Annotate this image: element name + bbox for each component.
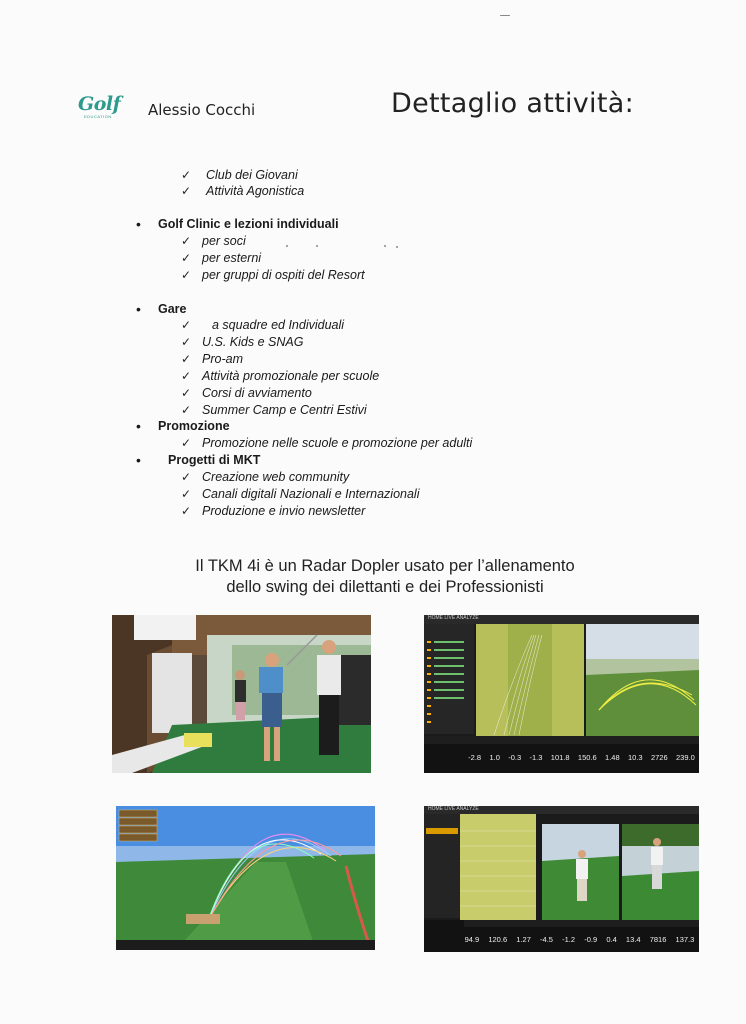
scan-speck [316, 245, 318, 247]
check-icon: ✓ [181, 335, 192, 349]
radar-value: 2726 [650, 753, 668, 762]
check-icon: ✓ [181, 403, 192, 417]
radar-value: 150.6 [577, 753, 597, 762]
section-heading: Progetti di MKT [168, 453, 261, 467]
list-item: Promozione nelle scuole e promozione per adulti [202, 436, 473, 450]
radar-value: 0.4 [606, 935, 617, 944]
scan-speck [500, 15, 510, 16]
radar-screen-1 [424, 615, 699, 773]
section-heading: Gare [158, 302, 187, 316]
list-item: Attività Agonistica [206, 184, 305, 198]
check-icon: ✓ [181, 251, 192, 265]
radar-value: 13.4 [625, 935, 641, 944]
check-icon: ✓ [181, 234, 192, 248]
radar-values-row [460, 935, 699, 944]
check-icon: ✓ [181, 352, 192, 366]
list-item: Club dei Giovani [206, 168, 298, 182]
check-icon: ✓ [181, 168, 192, 182]
list-item: a squadre ed Individuali [212, 318, 345, 332]
radar-menu: HOME LIVE ANALYZE [428, 806, 479, 812]
section-heading: Promozione [158, 419, 230, 433]
list-item: per gruppi di ospiti del Resort [202, 268, 365, 282]
check-icon: ✓ [181, 470, 192, 484]
list-item: Attività promozionale per scuole [202, 369, 380, 383]
radar-value: -2.8 [468, 753, 482, 762]
logo-subtext: EDUCATION [84, 114, 112, 119]
golf-education-logo [78, 94, 122, 122]
radar-value: -4.5 [540, 935, 553, 944]
radar-value: 1.48 [605, 753, 620, 762]
list-item: per soci [202, 234, 246, 248]
radar-value: 120.6 [488, 935, 508, 944]
logo-word: Golf [78, 93, 121, 115]
check-icon: ✓ [181, 436, 192, 450]
scan-speck [384, 245, 386, 247]
bullet-icon: • [136, 452, 141, 468]
scan-speck [396, 246, 398, 248]
radar-value: -0.9 [584, 935, 598, 944]
list-item: Creazione web community [202, 470, 350, 484]
list-item: Summer Camp e Centri Estivi [202, 403, 367, 417]
list-item: Produzione e invio newsletter [202, 504, 366, 518]
radar-value: 137.3 [675, 935, 695, 944]
list-item: U.S. Kids e SNAG [202, 335, 304, 349]
page-title: Dettaglio attività: [391, 88, 634, 119]
trajectory-3d-render [116, 806, 375, 950]
bullet-icon: • [136, 216, 141, 232]
radar-value: -1.3 [529, 753, 543, 762]
radar-value: 94.9 [464, 935, 480, 944]
radar-value: -0.3 [508, 753, 522, 762]
radar-screen-2 [424, 806, 699, 952]
list-item: Corsi di avviamento [202, 386, 312, 400]
check-icon: ✓ [181, 318, 192, 332]
bullet-icon: • [136, 301, 141, 317]
check-icon: ✓ [181, 386, 192, 400]
caption-line-1: Il TKM 4i è un Radar Dopler usato per l’allenamento [195, 557, 575, 575]
list-item: Canali digitali Nazionali e Internazionali [202, 487, 420, 501]
check-icon: ✓ [181, 369, 192, 383]
radar-value: 1.0 [489, 753, 500, 762]
check-icon: ✓ [181, 268, 192, 282]
list-item: per esterni [202, 251, 262, 265]
radar-value: 239.0 [675, 753, 695, 762]
check-icon: ✓ [181, 504, 192, 518]
radar-value: -1.2 [562, 935, 576, 944]
radar-value: 101.8 [550, 753, 570, 762]
radar-values-row [464, 753, 699, 762]
list-item: Pro-am [202, 352, 243, 366]
check-icon: ✓ [181, 487, 192, 501]
caption-line-2: dello swing dei dilettanti e dei Professionisti [226, 578, 544, 596]
radar-value: 7816 [649, 935, 667, 944]
radar-menu: HOME LIVE ANALYZE [428, 615, 479, 621]
radar-value: 10.3 [628, 753, 643, 762]
lesson-photo [112, 615, 371, 773]
section-heading: Golf Clinic e lezioni individuali [158, 217, 339, 231]
radar-value: 1.27 [516, 935, 531, 944]
author-name: Alessio Cocchi [148, 101, 256, 119]
check-icon: ✓ [181, 184, 192, 198]
bullet-icon: • [136, 418, 141, 434]
scan-speck [286, 245, 288, 247]
